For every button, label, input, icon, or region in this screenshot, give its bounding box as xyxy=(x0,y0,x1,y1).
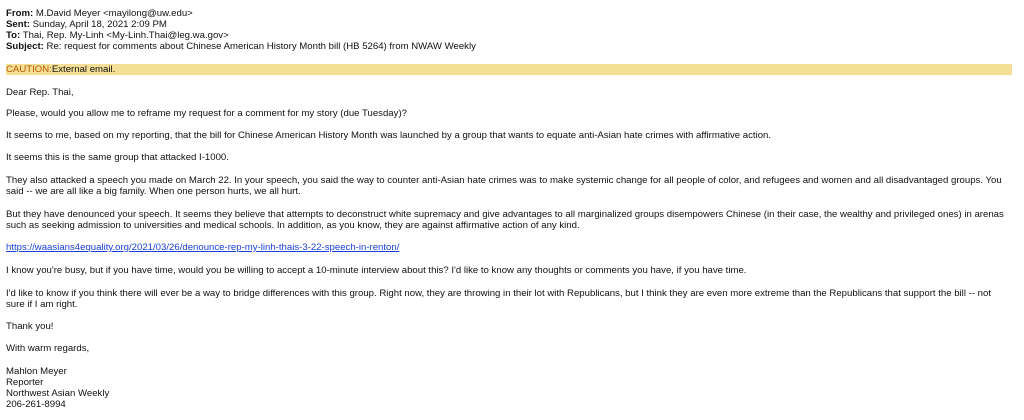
to-value[interactable]: Thai, Rep. My-Linh <My-Linh.Thai@leg.wa.gov> xyxy=(22,30,229,41)
sent-label: Sent: xyxy=(6,19,30,30)
caution-banner xyxy=(6,64,1012,75)
header-from xyxy=(6,8,193,19)
signature-title: Reporter xyxy=(6,377,44,388)
from-label: From: xyxy=(6,8,34,19)
paragraph-5: But they have denounced your speech. It seems they believe that attempts to deconstruct white supremacy and give advantages to all marginalized groups disempowers Chinese (in their case, the wealthy and privileged ones) in arenas such as seeking admission to universities and medical schools. In addition, as you know, they are against affirmative action of any kind. xyxy=(6,209,1004,231)
to-label: To: xyxy=(6,30,21,41)
paragraph-4: They also attacked a speech you made on March 22. In your speech, you said the way to counter anti-Asian hate crimes was to make systemic change for all people of color, and refugees and women and all disadvantaged groups. You said -- we are all like a big family. When one person hurts, we all hurt. xyxy=(6,175,1002,197)
paragraph-7: I'd like to know if you think there will ever be a way to bridge differences with this group. Right now, they are throwing in their lot with Republicans, but I think they are even more extreme than the Republicans that support the bill -- not sure if I am right. xyxy=(6,288,992,310)
sent-value: Sunday, April 18, 2021 2:09 PM xyxy=(32,19,167,30)
caution-text: External email. xyxy=(51,64,116,75)
signature-name: Mahlon Meyer xyxy=(6,366,67,377)
paragraph-2: It seems to me, based on my reporting, that the bill for Chinese American History Month was launched by a group that wants to equate anti-Asian hate crimes with affirmative action. xyxy=(6,130,772,141)
signature-org: Northwest Asian Weekly xyxy=(6,388,110,399)
from-value[interactable]: M.David Meyer <mayilong@uw.edu> xyxy=(35,8,193,19)
header-subject xyxy=(6,41,476,52)
article-link[interactable]: https://waasians4equality.org/2021/03/26/denounce-rep-my-linh-thais-3-22-speech-in-renton/ xyxy=(6,242,400,253)
header-to xyxy=(6,30,229,41)
paragraph-1: Please, would you allow me to reframe my request for a comment for my story (due Tuesday)? xyxy=(6,108,407,119)
article-link-line xyxy=(6,242,1012,253)
closing-line: With warm regards, xyxy=(6,343,90,354)
greeting: Dear Rep. Thai, xyxy=(6,87,74,98)
paragraph-3: It seems this is the same group that attacked I-1000. xyxy=(6,152,229,163)
paragraph-6: I know you're busy, but if you have time, would you be willing to accept a 10-minute interview about this? I'd like to know any thoughts or comments you have, if you have time. xyxy=(6,265,747,276)
subject-value: Re: request for comments about Chinese American History Month bill (HB 5264) from NWAW Weekly xyxy=(46,41,476,52)
subject-label: Subject: xyxy=(6,41,44,52)
caution-label: CAUTION: xyxy=(6,64,52,75)
signature-phone: 206-261-8994 xyxy=(6,399,66,410)
header-sent xyxy=(6,19,167,30)
thanks-line: Thank you! xyxy=(6,321,54,332)
